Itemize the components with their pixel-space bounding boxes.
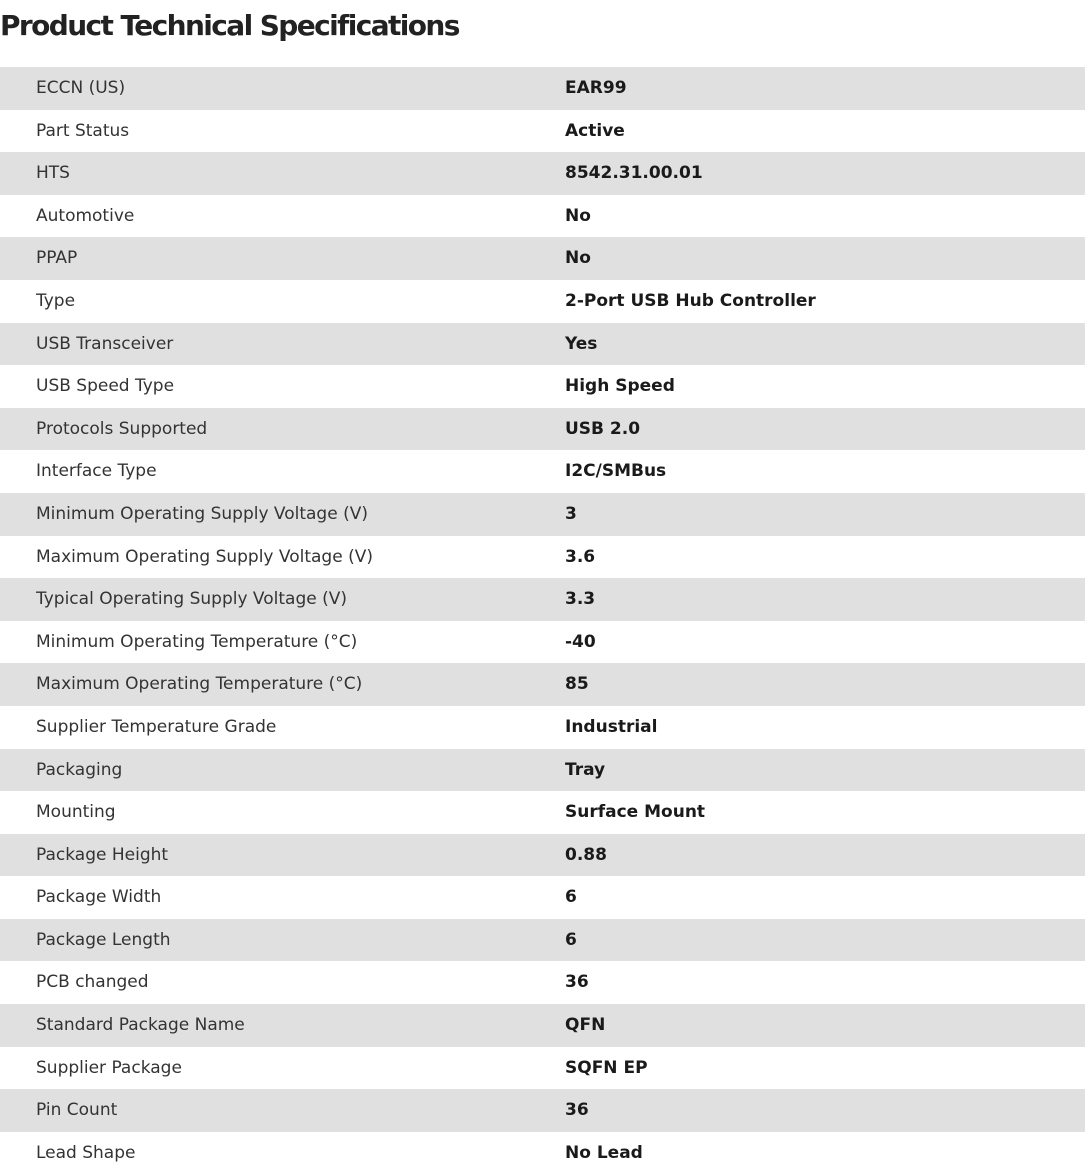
- spec-label: Pin Count: [36, 1100, 118, 1121]
- spec-value: 2-Port USB Hub Controller: [565, 290, 816, 311]
- spec-row: [0, 237, 1085, 280]
- spec-label: Interface Type: [36, 461, 157, 482]
- spec-label: Supplier Package: [36, 1057, 182, 1078]
- spec-row: [0, 67, 1085, 110]
- spec-row: [0, 536, 1085, 579]
- spec-label: HTS: [36, 163, 70, 184]
- spec-row: [0, 663, 1085, 706]
- spec-row: [0, 578, 1085, 621]
- spec-label: Typical Operating Supply Voltage (V): [36, 589, 347, 610]
- spec-value: QFN: [565, 1015, 606, 1036]
- spec-row: [0, 323, 1085, 366]
- spec-row: [0, 152, 1085, 195]
- spec-label: Lead Shape: [36, 1142, 136, 1163]
- spec-label: ECCN (US): [36, 78, 126, 98]
- spec-label: Maximum Operating Temperature (°C): [36, 674, 363, 695]
- spec-row: [0, 706, 1085, 749]
- spec-value: Industrial: [565, 716, 658, 737]
- spec-value: High Speed: [565, 376, 675, 397]
- spec-value: No: [565, 248, 591, 269]
- spec-row: [0, 110, 1085, 153]
- spec-row: [0, 450, 1085, 493]
- spec-value: Active: [565, 120, 625, 141]
- spec-value: EAR99: [565, 78, 627, 98]
- spec-label: Package Height: [36, 844, 169, 865]
- spec-label: Mounting: [36, 802, 116, 823]
- spec-row: [0, 749, 1085, 792]
- spec-value: 3: [565, 503, 577, 524]
- spec-label: Supplier Temperature Grade: [36, 716, 277, 737]
- spec-value: 8542.31.00.01: [565, 163, 703, 184]
- spec-value: SQFN EP: [565, 1057, 648, 1078]
- page-title: Product Technical Specifications: [0, 9, 459, 42]
- spec-row: [0, 834, 1085, 877]
- spec-label: Automotive: [36, 205, 135, 226]
- spec-row: [0, 365, 1085, 408]
- spec-label: Protocols Supported: [36, 418, 208, 439]
- spec-value: Yes: [565, 333, 598, 354]
- spec-label: Minimum Operating Temperature (°C): [36, 631, 358, 652]
- spec-table: [0, 67, 1085, 1174]
- spec-row: [0, 280, 1085, 323]
- spec-row: [0, 791, 1085, 834]
- spec-label: Package Width: [36, 887, 162, 908]
- spec-value: 6: [565, 887, 577, 908]
- spec-row: [0, 621, 1085, 664]
- spec-value: 3.6: [565, 546, 596, 567]
- spec-label: Type: [36, 290, 76, 311]
- spec-row: [0, 1132, 1085, 1174]
- spec-value: 36: [565, 1100, 589, 1121]
- spec-row: [0, 876, 1085, 919]
- spec-label: Maximum Operating Supply Voltage (V): [36, 546, 373, 567]
- spec-value: 0.88: [565, 844, 607, 865]
- spec-value: 36: [565, 972, 589, 993]
- spec-row: [0, 1004, 1085, 1047]
- spec-value: Surface Mount: [565, 802, 706, 823]
- spec-label: Minimum Operating Supply Voltage (V): [36, 503, 368, 524]
- spec-row: [0, 1047, 1085, 1090]
- spec-row: [0, 195, 1085, 238]
- spec-label: Standard Package Name: [36, 1015, 245, 1036]
- spec-label: Part Status: [36, 120, 130, 141]
- spec-value: -40: [565, 631, 596, 652]
- spec-label: USB Speed Type: [36, 376, 175, 397]
- spec-row: [0, 961, 1085, 1004]
- spec-row: [0, 919, 1085, 962]
- spec-value: 85: [565, 674, 589, 695]
- spec-row: [0, 493, 1085, 536]
- spec-value: USB 2.0: [565, 418, 641, 439]
- spec-row: [0, 408, 1085, 451]
- spec-label: PCB changed: [36, 972, 149, 993]
- spec-label: PPAP: [36, 248, 78, 269]
- spec-value: I2C/SMBus: [565, 461, 667, 482]
- spec-value: 3.3: [565, 589, 596, 610]
- spec-value: No Lead: [565, 1142, 643, 1163]
- spec-value: Tray: [565, 759, 606, 780]
- spec-row: [0, 1089, 1085, 1132]
- spec-value: 6: [565, 929, 577, 950]
- spec-label: Packaging: [36, 759, 123, 780]
- spec-label: Package Length: [36, 929, 171, 950]
- spec-label: USB Transceiver: [36, 333, 174, 354]
- spec-value: No: [565, 205, 591, 226]
